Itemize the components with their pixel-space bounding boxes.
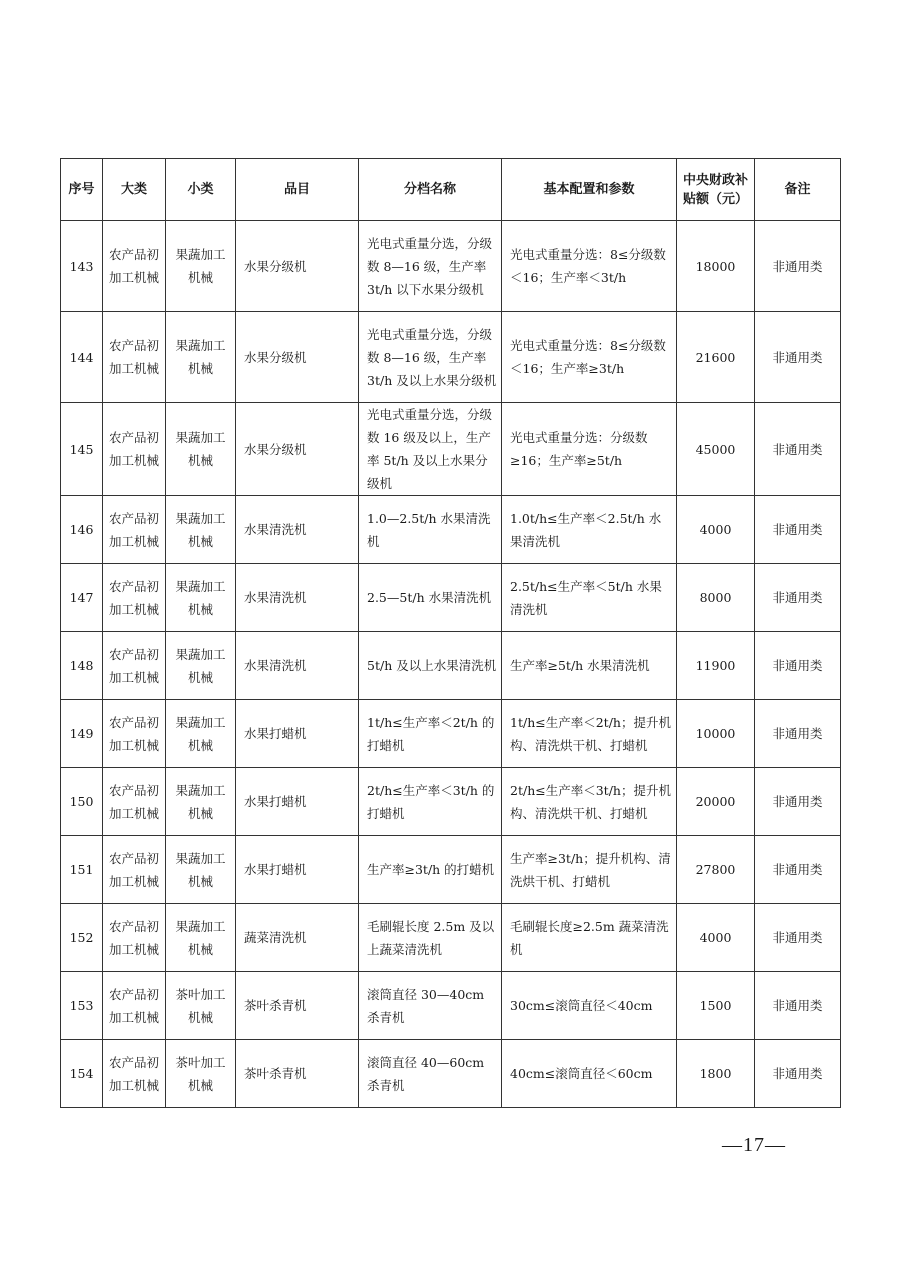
cell-subcategory: 果蔬加工机械	[166, 632, 236, 700]
table-row	[61, 1040, 841, 1108]
cell-item: 水果清洗机	[236, 564, 359, 632]
cell-seq: 152	[61, 904, 103, 972]
cell-grade: 2t/h≤生产率＜3t/h 的打蜡机	[359, 768, 502, 836]
table-row	[61, 904, 841, 972]
cell-item: 水果分级机	[236, 312, 359, 403]
cell-subsidy: 10000	[677, 700, 755, 768]
cell-remark: 非通用类	[755, 836, 841, 904]
cell-subsidy: 4000	[677, 904, 755, 972]
cell-item: 水果清洗机	[236, 632, 359, 700]
cell-category: 农产品初加工机械	[103, 632, 166, 700]
cell-subcategory: 果蔬加工机械	[166, 904, 236, 972]
header-subcategory: 小类	[166, 159, 236, 221]
cell-config: 生产率≥5t/h 水果清洗机	[502, 632, 677, 700]
cell-config: 光电式重量分选：分级数≥16；生产率≥5t/h	[502, 403, 677, 496]
cell-remark: 非通用类	[755, 632, 841, 700]
header-subsidy: 中央财政补贴额（元）	[677, 159, 755, 221]
cell-category: 农产品初加工机械	[103, 904, 166, 972]
cell-subcategory: 果蔬加工机械	[166, 564, 236, 632]
cell-subcategory: 果蔬加工机械	[166, 700, 236, 768]
cell-grade: 光电式重量分选，分级数 8—16 级，生产率 3t/h 及以上水果分级机	[359, 312, 502, 403]
cell-subsidy: 20000	[677, 768, 755, 836]
cell-subcategory: 果蔬加工机械	[166, 768, 236, 836]
cell-subcategory: 果蔬加工机械	[166, 836, 236, 904]
header-grade: 分档名称	[359, 159, 502, 221]
cell-grade: 滚筒直径 30—40cm 杀青机	[359, 972, 502, 1040]
cell-remark: 非通用类	[755, 496, 841, 564]
cell-grade: 5t/h 及以上水果清洗机	[359, 632, 502, 700]
header-config: 基本配置和参数	[502, 159, 677, 221]
cell-config: 40cm≤滚筒直径＜60cm	[502, 1040, 677, 1108]
cell-subcategory: 果蔬加工机械	[166, 221, 236, 312]
cell-seq: 146	[61, 496, 103, 564]
cell-subsidy: 27800	[677, 836, 755, 904]
cell-remark: 非通用类	[755, 403, 841, 496]
cell-subcategory: 果蔬加工机械	[166, 496, 236, 564]
cell-subsidy: 11900	[677, 632, 755, 700]
cell-seq: 154	[61, 1040, 103, 1108]
cell-remark: 非通用类	[755, 904, 841, 972]
cell-seq: 151	[61, 836, 103, 904]
cell-item: 蔬菜清洗机	[236, 904, 359, 972]
cell-grade: 1.0—2.5t/h 水果清洗机	[359, 496, 502, 564]
table-row	[61, 403, 841, 496]
cell-subsidy: 1500	[677, 972, 755, 1040]
header-remark: 备注	[755, 159, 841, 221]
cell-item: 水果打蜡机	[236, 836, 359, 904]
cell-item: 茶叶杀青机	[236, 1040, 359, 1108]
cell-seq: 144	[61, 312, 103, 403]
table-header-row	[61, 159, 841, 221]
cell-item: 茶叶杀青机	[236, 972, 359, 1040]
cell-category: 农产品初加工机械	[103, 221, 166, 312]
cell-item: 水果清洗机	[236, 496, 359, 564]
cell-category: 农产品初加工机械	[103, 564, 166, 632]
cell-remark: 非通用类	[755, 1040, 841, 1108]
cell-config: 30cm≤滚筒直径＜40cm	[502, 972, 677, 1040]
cell-grade: 光电式重量分选，分级数 16 级及以上，生产率 5t/h 及以上水果分级机	[359, 403, 502, 496]
cell-config: 2.5t/h≤生产率＜5t/h 水果清洗机	[502, 564, 677, 632]
cell-seq: 149	[61, 700, 103, 768]
cell-subsidy: 1800	[677, 1040, 755, 1108]
cell-category: 农产品初加工机械	[103, 972, 166, 1040]
cell-remark: 非通用类	[755, 312, 841, 403]
cell-remark: 非通用类	[755, 564, 841, 632]
cell-seq: 150	[61, 768, 103, 836]
page-number: —17—	[722, 1134, 786, 1156]
cell-subsidy: 8000	[677, 564, 755, 632]
table-body	[61, 221, 841, 1108]
header-item: 品目	[236, 159, 359, 221]
cell-seq: 147	[61, 564, 103, 632]
cell-item: 水果分级机	[236, 221, 359, 312]
cell-config: 生产率≥3t/h；提升机构、清洗烘干机、打蜡机	[502, 836, 677, 904]
cell-category: 农产品初加工机械	[103, 1040, 166, 1108]
cell-subcategory: 茶叶加工机械	[166, 972, 236, 1040]
cell-config: 毛刷辊长度≥2.5m 蔬菜清洗机	[502, 904, 677, 972]
cell-remark: 非通用类	[755, 972, 841, 1040]
cell-item: 水果分级机	[236, 403, 359, 496]
cell-subcategory: 果蔬加工机械	[166, 312, 236, 403]
cell-subsidy: 21600	[677, 312, 755, 403]
cell-subsidy: 18000	[677, 221, 755, 312]
cell-category: 农产品初加工机械	[103, 496, 166, 564]
cell-remark: 非通用类	[755, 700, 841, 768]
table-row	[61, 564, 841, 632]
cell-grade: 滚筒直径 40—60cm 杀青机	[359, 1040, 502, 1108]
cell-category: 农产品初加工机械	[103, 768, 166, 836]
cell-item: 水果打蜡机	[236, 700, 359, 768]
table-row	[61, 312, 841, 403]
header-category: 大类	[103, 159, 166, 221]
table-row	[61, 768, 841, 836]
subsidy-table	[60, 158, 841, 1108]
cell-grade: 1t/h≤生产率＜2t/h 的打蜡机	[359, 700, 502, 768]
cell-config: 2t/h≤生产率＜3t/h；提升机构、清洗烘干机、打蜡机	[502, 768, 677, 836]
cell-remark: 非通用类	[755, 768, 841, 836]
cell-seq: 148	[61, 632, 103, 700]
cell-category: 农产品初加工机械	[103, 836, 166, 904]
table-row	[61, 496, 841, 564]
cell-subsidy: 4000	[677, 496, 755, 564]
cell-seq: 145	[61, 403, 103, 496]
cell-grade: 2.5—5t/h 水果清洗机	[359, 564, 502, 632]
cell-seq: 143	[61, 221, 103, 312]
cell-category: 农产品初加工机械	[103, 403, 166, 496]
table-row	[61, 632, 841, 700]
cell-config: 光电式重量分选：8≤分级数＜16；生产率＜3t/h	[502, 221, 677, 312]
cell-config: 1.0t/h≤生产率＜2.5t/h 水果清洗机	[502, 496, 677, 564]
cell-category: 农产品初加工机械	[103, 700, 166, 768]
table-row	[61, 972, 841, 1040]
cell-subcategory: 茶叶加工机械	[166, 1040, 236, 1108]
cell-grade: 光电式重量分选，分级数 8—16 级，生产率 3t/h 以下水果分级机	[359, 221, 502, 312]
cell-config: 光电式重量分选：8≤分级数＜16；生产率≥3t/h	[502, 312, 677, 403]
table-row	[61, 700, 841, 768]
cell-category: 农产品初加工机械	[103, 312, 166, 403]
table-row	[61, 836, 841, 904]
cell-item: 水果打蜡机	[236, 768, 359, 836]
cell-config: 1t/h≤生产率＜2t/h；提升机构、清洗烘干机、打蜡机	[502, 700, 677, 768]
cell-grade: 毛刷辊长度 2.5m 及以上蔬菜清洗机	[359, 904, 502, 972]
cell-remark: 非通用类	[755, 221, 841, 312]
cell-seq: 153	[61, 972, 103, 1040]
cell-subcategory: 果蔬加工机械	[166, 403, 236, 496]
cell-grade: 生产率≥3t/h 的打蜡机	[359, 836, 502, 904]
table-row	[61, 221, 841, 312]
header-seq: 序号	[61, 159, 103, 221]
cell-subsidy: 45000	[677, 403, 755, 496]
